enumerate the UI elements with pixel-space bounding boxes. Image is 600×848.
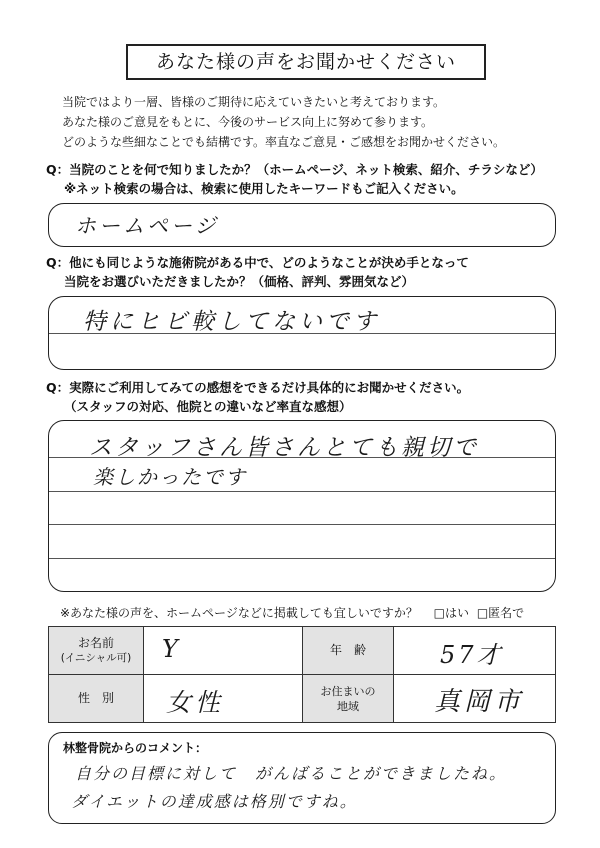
age-handwriting: 57才	[440, 641, 504, 669]
age-label: 年 齢	[329, 643, 366, 657]
gender-label: 性 別	[77, 691, 114, 705]
personal-info-table	[48, 626, 556, 723]
name-label-note: (イニシャル可)	[60, 651, 132, 664]
gender-field[interactable]	[144, 675, 303, 723]
gender-label-cell	[49, 675, 144, 723]
page-title: あなた様の声をお聞かせください	[126, 44, 486, 80]
name-label: お名前	[77, 635, 114, 650]
intro-line: 当院ではより一層、皆様のご期待に応えていきたいと考えております。	[62, 95, 446, 109]
answer-3-handwriting-line-1: スタッフさん皆さんとても親切で	[89, 435, 479, 461]
intro-line: あなた様のご意見をもとに、今後のサービス向上に努めて参ります。	[62, 115, 434, 129]
gender-handwriting: 女性	[166, 688, 225, 717]
answer-3-handwriting-line-2: 楽しかったです	[93, 465, 247, 489]
name-handwriting: Y	[162, 635, 178, 663]
age-label-cell	[303, 627, 394, 675]
question-1	[46, 160, 543, 198]
answer-1-box[interactable]	[48, 203, 556, 247]
clinic-comment-box	[48, 732, 556, 824]
area-field[interactable]	[394, 675, 556, 723]
consent-option-yes[interactable]: □はい	[433, 606, 469, 620]
comment-title: 林整骨院からのコメント：	[63, 741, 208, 755]
answer-2-box[interactable]	[48, 296, 556, 370]
age-field[interactable]	[394, 627, 556, 675]
ruled-line	[49, 491, 555, 492]
question-1-text: Q：当院のことを何で知りましたか？（ホームページ、ネット検索、紹介、チラシなど）	[46, 162, 543, 177]
area-label-sub: 地域	[337, 699, 359, 713]
consent-question: ※あなた様の声を、ホームページなどに掲載しても宜しいですか？	[60, 606, 418, 620]
intro-text	[62, 92, 582, 152]
comment-handwriting-line-2: ダイエットの達成感は格別ですね。	[71, 792, 358, 811]
question-1-note: ※ネット検索の場合は、検索に使用したキーワードもご記入ください。	[64, 181, 464, 196]
area-label: お住まいの	[320, 684, 376, 698]
name-field[interactable]	[144, 627, 303, 675]
question-2-note: 当院をお選びいただきましたか？（価格、評判、雰囲気など）	[64, 274, 415, 289]
question-3-text: Q：実際にご利用してみての感想をできるだけ具体的にお聞かせください。	[46, 380, 470, 395]
name-label-cell	[49, 627, 144, 675]
question-3-note: （スタッフの対応、他院との違いなど率直な感想）	[64, 399, 352, 414]
ruled-line	[49, 524, 555, 525]
answer-1-handwriting: ホームページ	[75, 214, 219, 238]
intro-line: どのような些細なことでも結構です。率直なご意見・ご感想をお聞かせください。	[62, 135, 506, 149]
question-2-text: Q：他にも同じような施術院がある中で、どのようなことが決め手となって	[46, 255, 469, 270]
comment-handwriting-line-1: 自分の目標に対して がんばることができましたね。	[75, 764, 508, 783]
ruled-line	[49, 558, 555, 559]
consent-option-anonymous[interactable]: □匿名で	[476, 606, 525, 620]
area-label-cell	[303, 675, 394, 723]
question-2	[46, 253, 469, 291]
area-handwriting: 真岡市	[434, 687, 525, 717]
consent-line	[60, 604, 524, 621]
answer-2-handwriting: 特にヒビ較してないです	[83, 309, 380, 335]
answer-3-box[interactable]	[48, 420, 556, 592]
question-3	[46, 378, 469, 416]
